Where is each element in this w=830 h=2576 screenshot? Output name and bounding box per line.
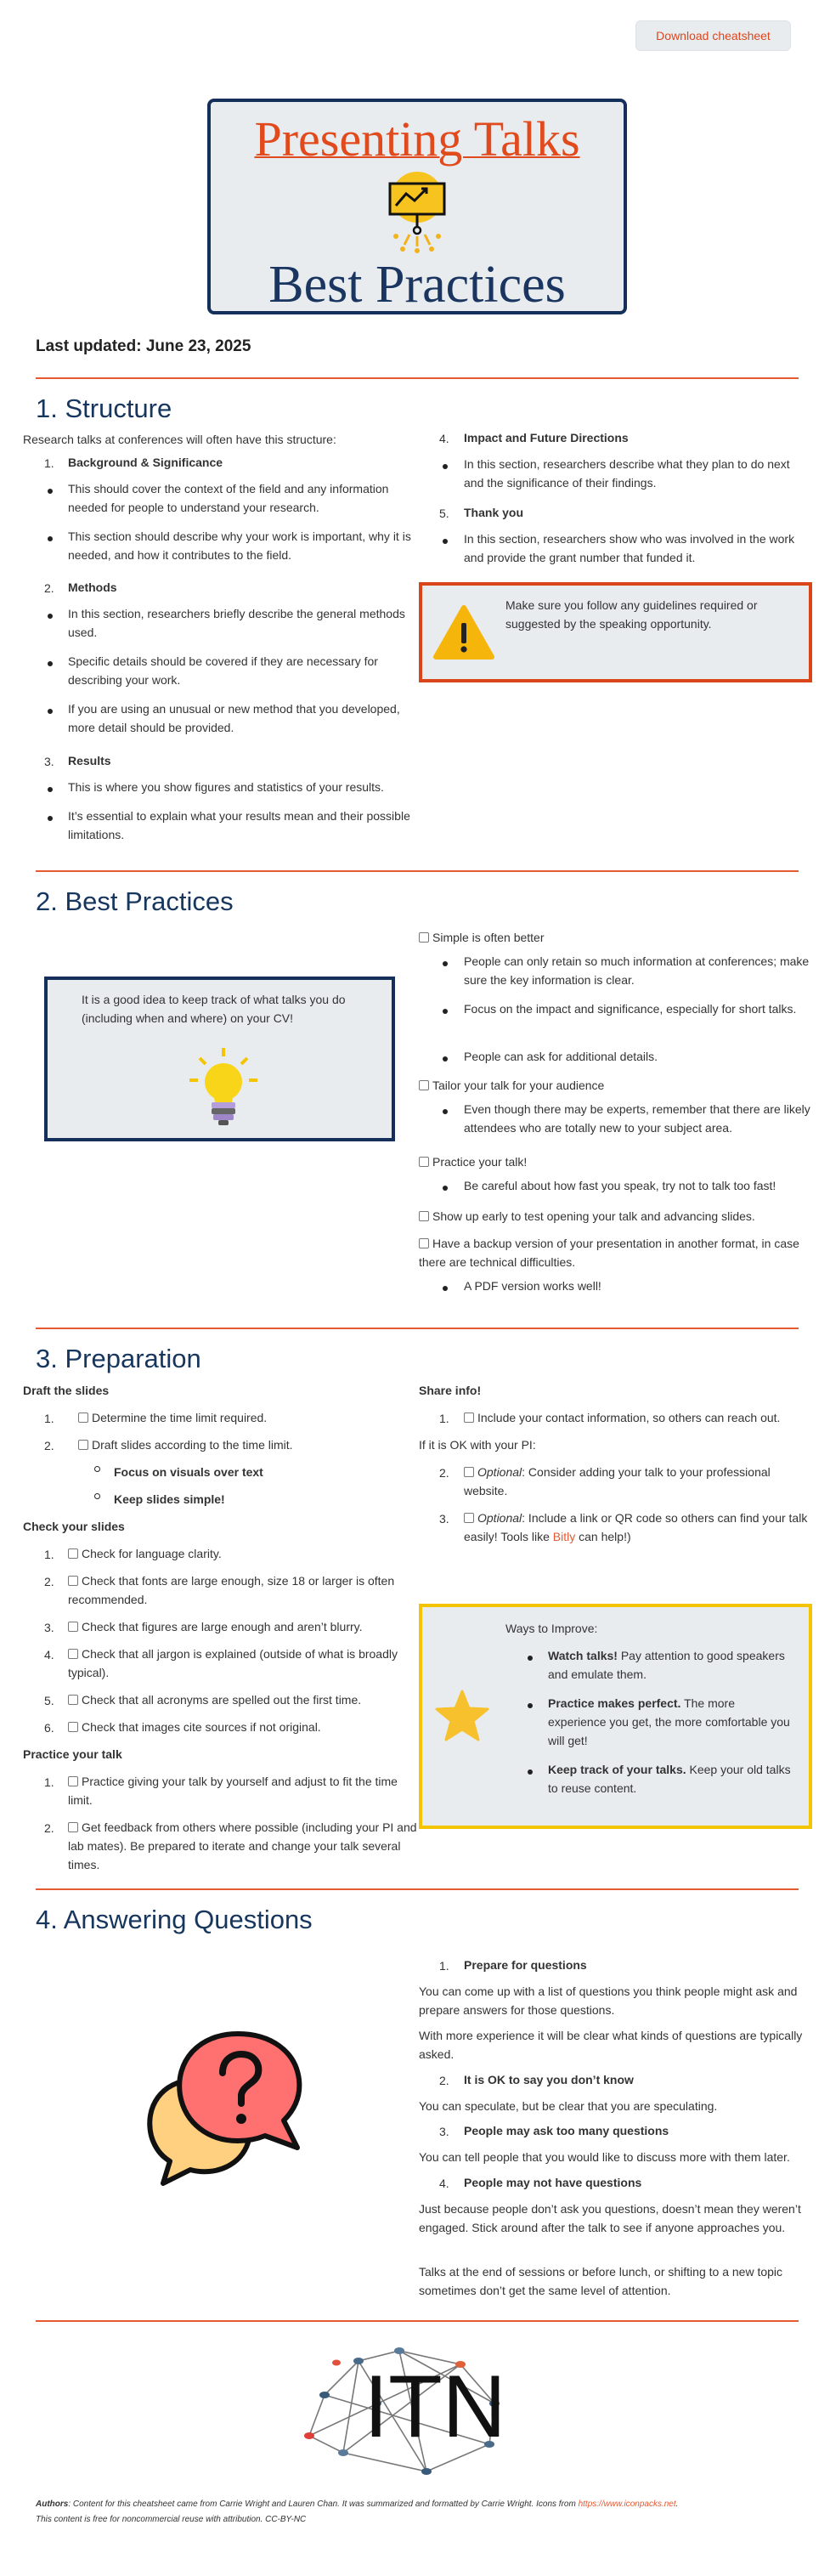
subheading-draft: Draft the slides bbox=[23, 1384, 110, 1397]
improve-item: Keep track of your talks. Keep your old talks to reuse content. bbox=[548, 1763, 791, 1795]
subheading-share: Share info! bbox=[419, 1384, 482, 1397]
list-text: This section should describe why your work is important, why it is needed, and how it contributes to the field. bbox=[68, 529, 411, 562]
structure-intro: Research talks at conferences will often have this structure: bbox=[23, 433, 336, 446]
ways-to-improve-callout bbox=[419, 1604, 812, 1829]
item-label: Simple is often better bbox=[432, 931, 545, 944]
checkbox[interactable] bbox=[78, 1413, 88, 1423]
best-practice-item bbox=[419, 1152, 810, 1171]
checklist-item bbox=[68, 1772, 416, 1809]
checkbox[interactable] bbox=[78, 1440, 88, 1450]
list-item-title: It is OK to say you don’t know bbox=[464, 2073, 634, 2086]
sub-item: Focus on visuals over text bbox=[114, 1465, 263, 1479]
list-text: In this section, researchers show who was involved in the work and provide the grant number that funded it. bbox=[464, 532, 795, 564]
checkbox[interactable] bbox=[419, 1080, 429, 1090]
title-banner bbox=[207, 99, 627, 314]
list-text: This should cover the context of the field and any information needed for people to understand your research. bbox=[68, 482, 389, 514]
bullet bbox=[48, 787, 53, 792]
bullet bbox=[528, 1769, 533, 1775]
bullet bbox=[48, 614, 53, 619]
sub-bullet bbox=[94, 1493, 100, 1499]
list-text: Focus on the impact and significance, especially for short talks. bbox=[464, 1002, 797, 1016]
checkbox[interactable] bbox=[68, 1776, 78, 1786]
checklist-item bbox=[68, 1690, 416, 1709]
checklist-item bbox=[68, 1617, 416, 1636]
bullet bbox=[528, 1656, 533, 1661]
license-text: This content is free for noncommercial reuse with attribution. CC-BY-NC bbox=[36, 2515, 307, 2524]
checklist-item bbox=[68, 1818, 423, 1874]
bullet bbox=[528, 1703, 533, 1708]
improve-title: Ways to Improve: bbox=[505, 1622, 598, 1635]
list-number: 4. bbox=[439, 432, 449, 445]
list-number: 5. bbox=[439, 507, 449, 520]
cv-tip-callout bbox=[44, 977, 395, 1141]
list-item-title: Background & Significance bbox=[68, 456, 223, 469]
bullet bbox=[443, 1056, 448, 1062]
checkbox[interactable] bbox=[68, 1822, 78, 1832]
best-practice-item bbox=[419, 928, 810, 947]
list-number: 4. bbox=[439, 2177, 449, 2190]
improve-item: Watch talks! Pay attention to good speakers and emulate them. bbox=[548, 1649, 785, 1681]
paragraph: Just because people don’t ask you questions, doesn’t mean they weren’t engaged. Stick around after the talk to see if anyone approaches you. bbox=[419, 2202, 801, 2234]
list-text: In this section, researchers briefly describe the general methods used. bbox=[68, 607, 405, 639]
item-label: : Consider adding your talk to your professional website. bbox=[464, 1465, 771, 1497]
list-text: If you are using an unusual or new method that you developed, more detail should be provided. bbox=[68, 702, 400, 734]
bullet bbox=[48, 536, 53, 541]
list-item-title: People may not have questions bbox=[464, 2176, 642, 2189]
list-number: 4. bbox=[44, 1648, 54, 1662]
star-icon bbox=[434, 1689, 490, 1743]
download-cheatsheet-button[interactable]: Download cheatsheet bbox=[635, 20, 791, 51]
item-label: can help!) bbox=[575, 1530, 631, 1543]
item-label: : Include a link or QR code so others can find your talk easily! Tools like bbox=[464, 1511, 808, 1543]
checklist-item bbox=[68, 1718, 416, 1736]
bullet bbox=[443, 961, 448, 966]
sub-item: Keep slides simple! bbox=[114, 1492, 225, 1506]
subheading-check: Check your slides bbox=[23, 1520, 125, 1533]
bullet bbox=[48, 709, 53, 714]
bullet bbox=[443, 464, 448, 469]
guidelines-warning-callout bbox=[419, 582, 812, 682]
presentation-chart-icon bbox=[379, 167, 455, 255]
item-label: Check for language clarity. bbox=[82, 1547, 222, 1560]
checkbox[interactable] bbox=[419, 1238, 429, 1248]
item-label: Get feedback from others where possible (including your PI and lab mates). Be prepared to iterate and change your talk several times. bbox=[68, 1820, 417, 1871]
divider bbox=[36, 2320, 799, 2322]
list-number: 3. bbox=[44, 755, 54, 768]
list-number: 5. bbox=[44, 1694, 54, 1707]
list-number: 2. bbox=[44, 1821, 54, 1835]
bitly-link[interactable]: Bitly bbox=[552, 1530, 576, 1543]
checkbox[interactable] bbox=[68, 1622, 78, 1632]
bullet bbox=[48, 661, 53, 666]
list-item-title: Prepare for questions bbox=[464, 1958, 587, 1972]
credit-text: : Content for this cheatsheet came from Carrie Wright and Lauren Chan. It was summarized and formatted by Carrie Wright. Icons from bbox=[68, 2500, 579, 2509]
warning-icon bbox=[432, 604, 495, 660]
bullet bbox=[443, 1286, 448, 1291]
list-text: It’s essential to explain what your results mean and their possible limitations. bbox=[68, 809, 410, 841]
list-number: 3. bbox=[439, 1512, 449, 1526]
list-number: 2. bbox=[44, 1439, 54, 1452]
cv-tip-text: It is a good idea to keep track of what talks you do (including when and where) on your CV! bbox=[82, 993, 346, 1025]
checkbox[interactable] bbox=[464, 1413, 474, 1423]
item-label: Check that figures are large enough and aren’t blurry. bbox=[82, 1620, 363, 1633]
question-bubbles-icon bbox=[138, 2029, 304, 2190]
item-label: Practice your talk! bbox=[432, 1155, 528, 1169]
divider bbox=[36, 377, 799, 379]
checkbox[interactable] bbox=[68, 1576, 78, 1586]
bullet bbox=[443, 1109, 448, 1114]
section-heading-structure: 1. Structure bbox=[36, 393, 172, 423]
paragraph: You can come up with a list of questions you think people might ask and prepare answers for those questions. bbox=[419, 1984, 798, 2017]
checkbox[interactable] bbox=[68, 1722, 78, 1732]
paragraph: With more experience it will be clear what kinds of questions are typically asked. bbox=[419, 2029, 803, 2061]
bullet bbox=[443, 539, 448, 544]
improve-item: Practice makes perfect. The more experience you get, the more comfortable you will get! bbox=[548, 1696, 790, 1747]
iconpacks-link[interactable]: https://www.iconpacks.net bbox=[578, 2500, 676, 2509]
list-item-title: Results bbox=[68, 754, 111, 767]
lightbulb-icon bbox=[188, 1046, 259, 1128]
list-number: 2. bbox=[44, 581, 54, 595]
page-title: Presenting Talks bbox=[254, 111, 580, 167]
page-subtitle: Best Practices bbox=[268, 256, 566, 314]
item-label: Tailor your talk for your audience bbox=[432, 1079, 605, 1092]
list-number: 1. bbox=[44, 1548, 54, 1561]
item-label: Check that images cite sources if not original. bbox=[82, 1720, 321, 1734]
checklist-item bbox=[464, 1509, 812, 1546]
best-practice-item bbox=[419, 1207, 810, 1226]
list-number: 1. bbox=[44, 1775, 54, 1789]
item-label: Check that fonts are large enough, size 18 or larger is often recommended. bbox=[68, 1574, 395, 1606]
list-text: A PDF version works well! bbox=[464, 1279, 601, 1293]
list-item-title: Methods bbox=[68, 580, 117, 594]
bullet bbox=[443, 1009, 448, 1014]
list-number: 2. bbox=[439, 1466, 449, 1480]
section-heading-answering-questions: 4. Answering Questions bbox=[36, 1905, 313, 1934]
item-label: Show up early to test opening your talk and advancing slides. bbox=[432, 1209, 755, 1223]
itn-logo-text: ITN bbox=[364, 2358, 506, 2456]
list-text: In this section, researchers describe what they plan to do next and the significance of their findings. bbox=[464, 457, 790, 490]
list-number: 3. bbox=[44, 1621, 54, 1634]
item-label: Check that all jargon is explained (outside of what is broadly typical). bbox=[68, 1647, 398, 1679]
authors-label: Authors bbox=[36, 2500, 69, 2509]
item-label: Include your contact information, so others can reach out. bbox=[477, 1411, 781, 1424]
item-label: Check that all acronyms are spelled out the first time. bbox=[82, 1693, 362, 1707]
item-label: Determine the time limit required. bbox=[92, 1411, 268, 1424]
list-item-title: Impact and Future Directions bbox=[464, 431, 629, 444]
list-number: 1. bbox=[44, 456, 54, 470]
item-label: Draft slides according to the time limit. bbox=[92, 1438, 293, 1452]
section-heading-preparation: 3. Preparation bbox=[36, 1344, 201, 1373]
list-text: People can ask for additional details. bbox=[464, 1050, 658, 1063]
bullet bbox=[48, 489, 53, 494]
list-number: 2. bbox=[439, 2074, 449, 2087]
best-practice-item bbox=[419, 1076, 810, 1095]
checklist-item bbox=[464, 1408, 812, 1427]
warning-text: Make sure you follow any guidelines required or suggested by the speaking opportunity. bbox=[505, 598, 758, 631]
divider bbox=[36, 1888, 799, 1890]
list-text: People can only retain so much information at conferences; make sure the key information is clear. bbox=[464, 954, 810, 987]
checkbox[interactable] bbox=[68, 1649, 78, 1659]
item-label: Have a backup version of your presentation in another format, in case there are technical difficulties. bbox=[419, 1237, 799, 1269]
item-label: Practice giving your talk by yourself and adjust to fit the time limit. bbox=[68, 1775, 398, 1807]
checkbox[interactable] bbox=[464, 1513, 474, 1523]
credit-end: . bbox=[675, 2500, 679, 2509]
paragraph: You can speculate, but be clear that you are speculating. bbox=[419, 2099, 718, 2113]
subheading-practice: Practice your talk bbox=[23, 1747, 122, 1761]
checkbox[interactable] bbox=[68, 1548, 78, 1559]
list-text: Even though there may be experts, remember that there are likely attendees who are totally new to your subject area. bbox=[464, 1102, 810, 1135]
list-item-title: Thank you bbox=[464, 506, 524, 519]
bullet bbox=[443, 1186, 448, 1191]
best-practice-item bbox=[419, 1234, 810, 1271]
sub-bullet bbox=[94, 1466, 100, 1472]
paragraph: You can tell people that you would like to discuss more with them later. bbox=[419, 2150, 790, 2164]
list-number: 1. bbox=[439, 1959, 449, 1973]
checkbox[interactable] bbox=[68, 1695, 78, 1705]
last-updated: Last updated: June 23, 2025 bbox=[36, 337, 251, 355]
checkbox[interactable] bbox=[419, 1157, 429, 1167]
paragraph: Talks at the end of sessions or before lunch, or shifting to a new topic sometimes don’t get the same level of attention. bbox=[419, 2265, 783, 2297]
list-number: 3. bbox=[439, 2125, 449, 2138]
list-text: Specific details should be covered if they are necessary for describing your work. bbox=[68, 654, 378, 687]
checkbox[interactable] bbox=[419, 1211, 429, 1221]
checklist-item bbox=[68, 1544, 416, 1563]
list-number: 6. bbox=[44, 1721, 54, 1735]
list-number: 1. bbox=[44, 1412, 54, 1425]
if-ok-text: If it is OK with your PI: bbox=[419, 1438, 536, 1452]
checklist-item bbox=[68, 1571, 416, 1609]
list-number: 1. bbox=[439, 1412, 449, 1425]
checkbox[interactable] bbox=[419, 932, 429, 943]
checklist-item bbox=[78, 1435, 418, 1454]
section-heading-best-practices: 2. Best Practices bbox=[36, 886, 234, 916]
footer-credits bbox=[36, 2497, 678, 2528]
list-number: 2. bbox=[44, 1575, 54, 1588]
checkbox[interactable] bbox=[464, 1467, 474, 1477]
divider bbox=[36, 1328, 799, 1329]
list-text: This is where you show figures and statistics of your results. bbox=[68, 780, 384, 794]
bullet bbox=[48, 816, 53, 821]
checklist-item bbox=[68, 1645, 416, 1682]
checklist-item bbox=[78, 1408, 418, 1427]
list-item-title: People may ask too many questions bbox=[464, 2124, 669, 2137]
divider bbox=[36, 870, 799, 872]
checklist-item bbox=[464, 1463, 812, 1500]
optional-label: Optional bbox=[477, 1465, 522, 1479]
list-text: Be careful about how fast you speak, try not to talk too fast! bbox=[464, 1179, 776, 1192]
optional-label: Optional bbox=[477, 1511, 522, 1525]
